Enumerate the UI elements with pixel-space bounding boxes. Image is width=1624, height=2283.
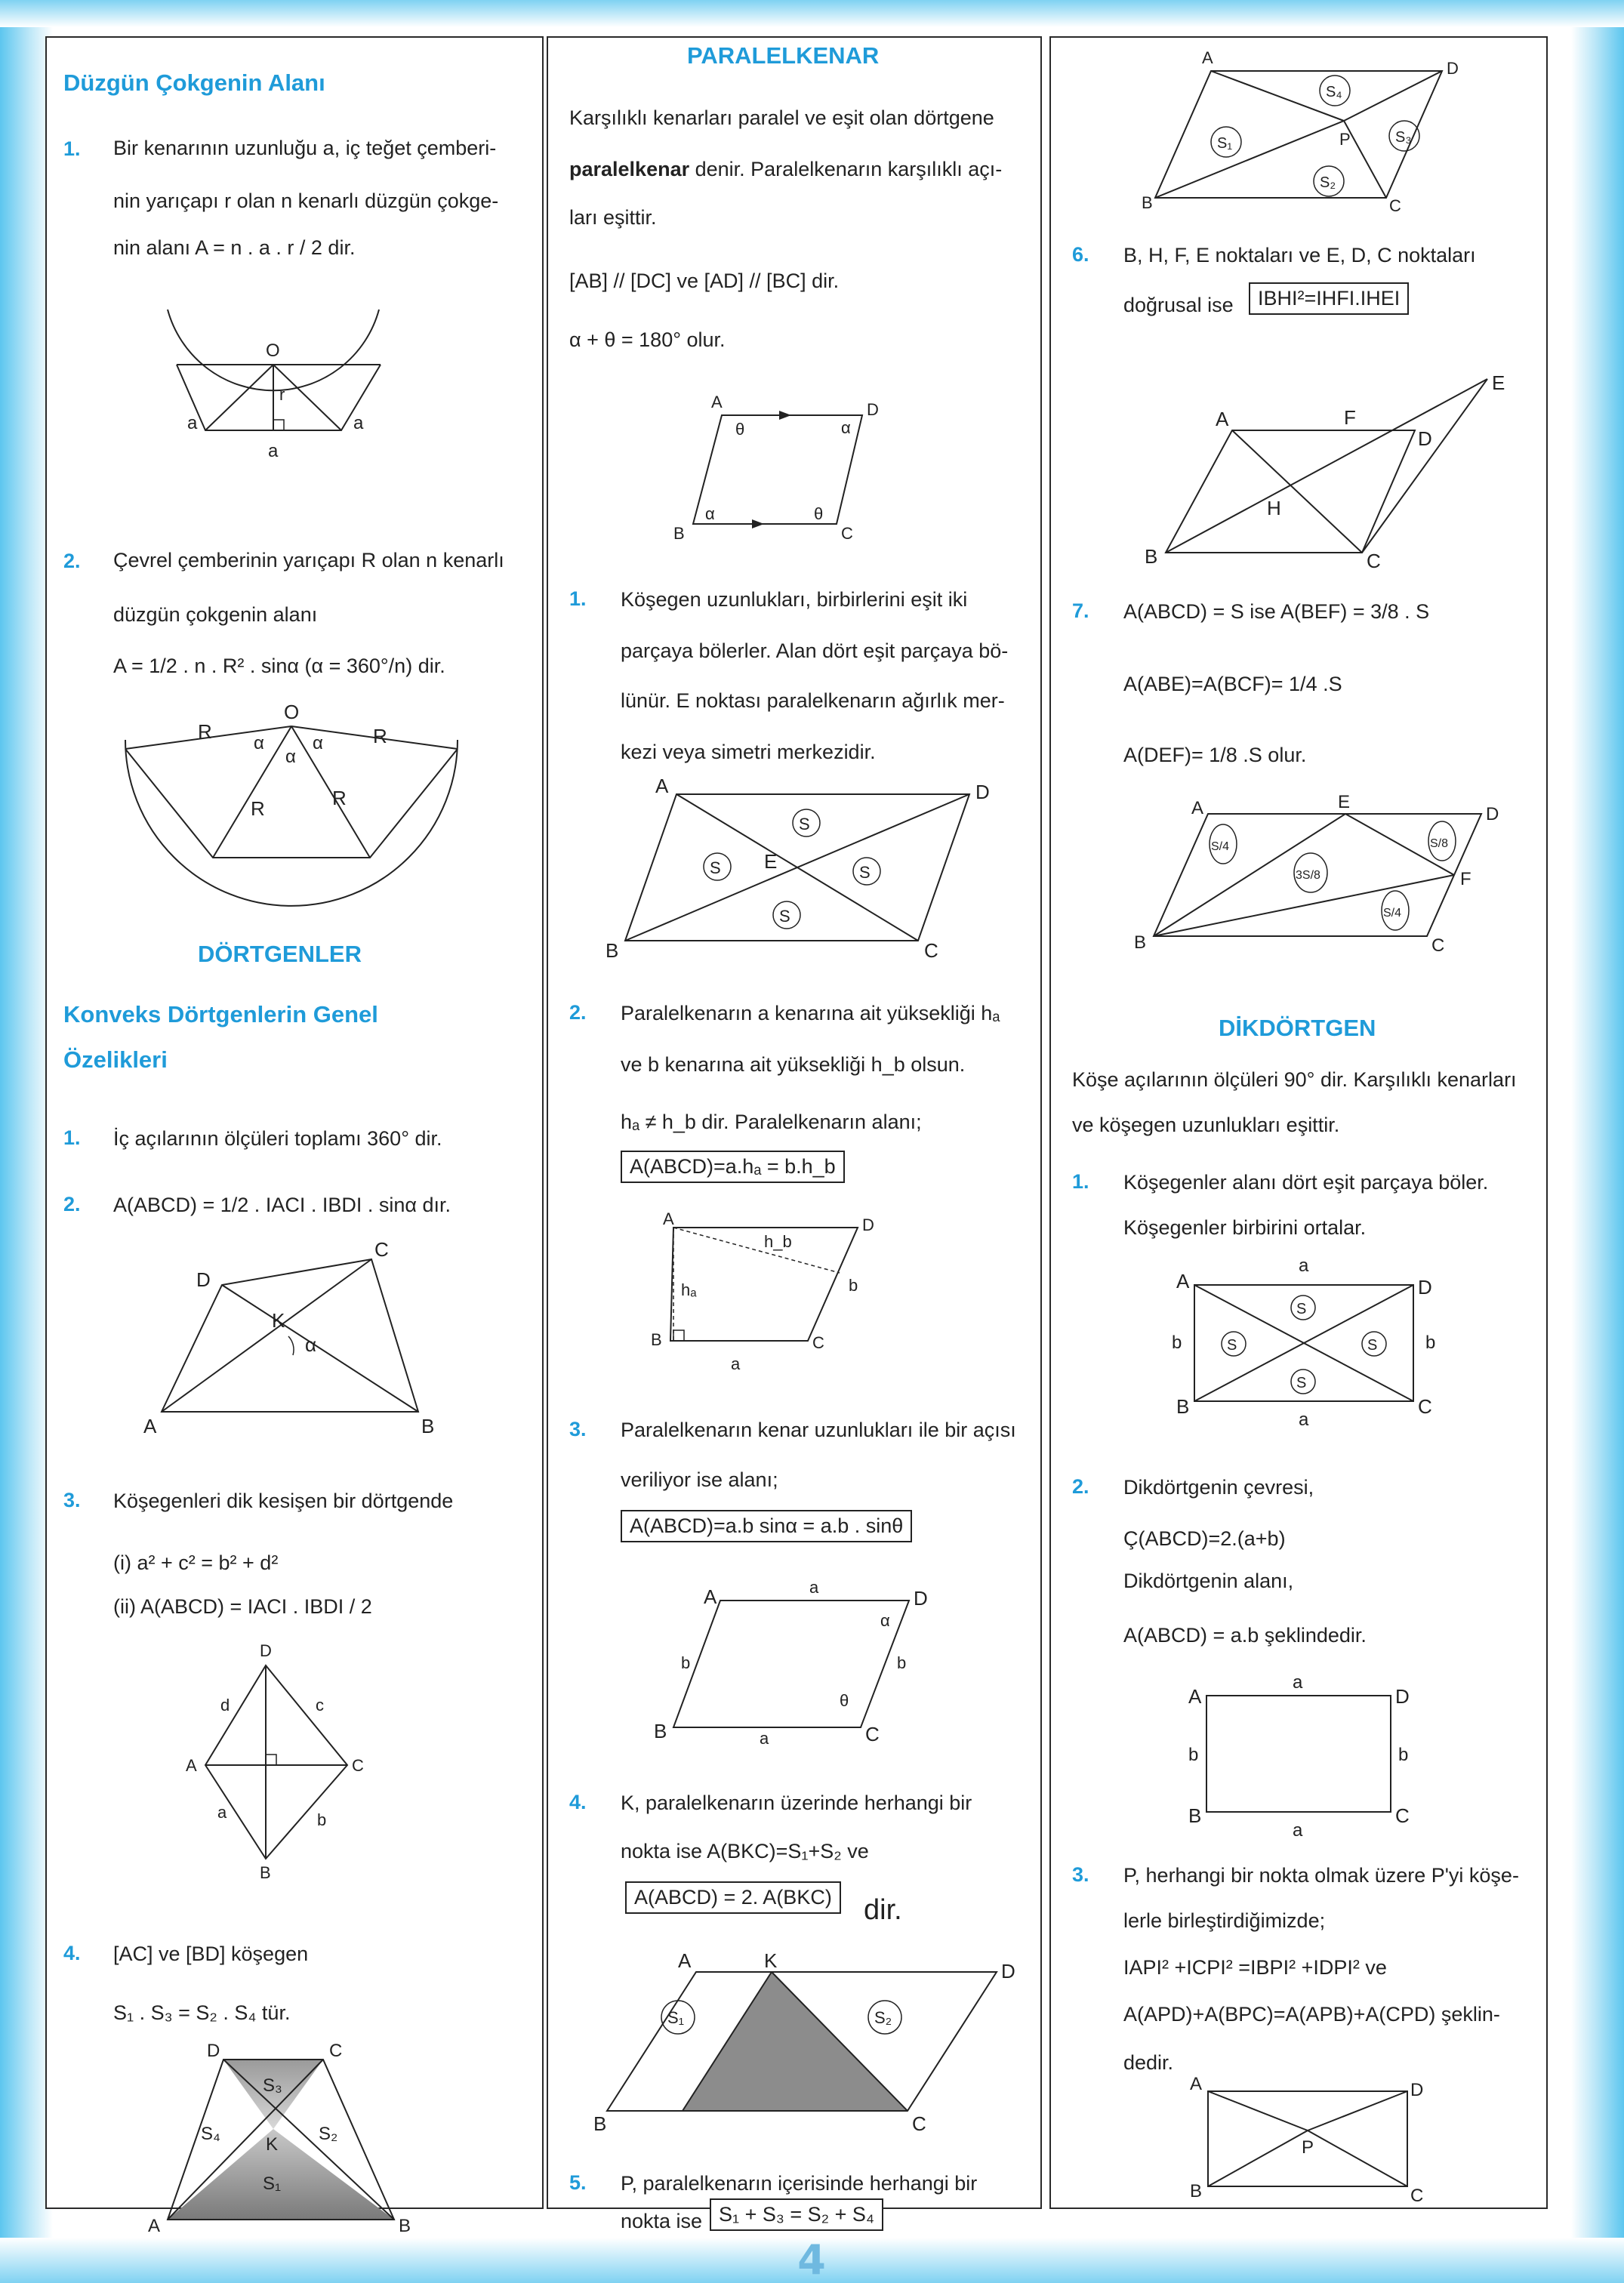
text-line: Dikdörtgenin çevresi, xyxy=(1123,1476,1314,1499)
label-S: S xyxy=(859,863,871,882)
label-D: D xyxy=(914,1587,928,1610)
text-line: parçaya bölerler. Alan dört eşit parçaya bö- xyxy=(621,639,1009,662)
label-F: F xyxy=(1344,406,1356,429)
label-S4: S₄ xyxy=(1326,84,1342,100)
page-number: 4 xyxy=(797,2236,826,2283)
text-line: Köşe açılarının ölçüleri 90° dir. Karşılıklı kenarları xyxy=(1072,1068,1517,1091)
label-D: D xyxy=(1410,2080,1424,2100)
label-P: P xyxy=(1302,2137,1314,2158)
text-line: B, H, F, E noktaları ve E, D, C noktaları xyxy=(1123,244,1476,267)
label-O: O xyxy=(284,701,300,723)
text-line: [AC] ve [BD] köşegen xyxy=(113,1943,309,1965)
label-B: B xyxy=(593,2112,607,2135)
subsection-title: Konveks Dörtgenlerin Genel xyxy=(63,1001,378,1028)
label-a-left: a xyxy=(187,413,198,433)
label-a: a xyxy=(760,1729,769,1748)
label-S2: S₂ xyxy=(1320,174,1336,191)
text-line: ve b kenarına ait yüksekliği h_b olsun. xyxy=(621,1053,966,1076)
label-S: S xyxy=(1227,1337,1237,1354)
label-R: R xyxy=(373,725,387,747)
label-r: r xyxy=(279,385,285,404)
label-a: a xyxy=(1299,1255,1309,1276)
label-P: P xyxy=(1339,130,1351,149)
label-B: B xyxy=(399,2216,411,2236)
figure-parallelogram-point-p xyxy=(1142,45,1496,226)
label-B: B xyxy=(654,1720,667,1742)
label-b: b xyxy=(1398,1745,1409,1765)
label-A: A xyxy=(1191,798,1204,818)
label-A: A xyxy=(663,1209,674,1228)
figure-parallelogram-areas xyxy=(1126,785,1519,966)
label-S4: S/4 xyxy=(1211,840,1230,853)
item-number: 3. xyxy=(63,1489,81,1511)
label-a-bottom: a xyxy=(268,441,279,461)
label-hb: h_b xyxy=(764,1232,792,1251)
top-border xyxy=(0,0,1624,27)
text-line: α + θ = 180° olur. xyxy=(569,328,726,351)
label-B: B xyxy=(673,524,685,543)
label-alpha: α xyxy=(285,747,296,767)
label-A: A xyxy=(148,2216,161,2236)
label-a: a xyxy=(809,1578,819,1597)
item-number: 2. xyxy=(569,1001,587,1024)
label-alpha: α xyxy=(880,1611,890,1630)
text-line: Köşegen uzunlukları, birbirlerini eşit iki xyxy=(621,588,968,611)
label-d: d xyxy=(220,1696,230,1715)
text-line: Dikdörtgenin alanı, xyxy=(1123,1570,1294,1592)
text-line: dedir. xyxy=(1123,2051,1174,2074)
text-line: P, paralelkenarın içerisinde herhangi bir xyxy=(621,2172,978,2195)
figure-rectangle xyxy=(1172,1661,1459,1842)
label-alpha: α xyxy=(305,1333,317,1356)
text-line: veriliyor ise alanı; xyxy=(621,1468,778,1491)
label-E: E xyxy=(1492,371,1505,394)
label-S3: S₃ xyxy=(1395,129,1412,146)
label-b: b xyxy=(849,1276,858,1295)
item-number: 2. xyxy=(63,550,81,572)
label-C: C xyxy=(1395,1804,1410,1827)
label-b: b xyxy=(1172,1333,1182,1353)
figure-incircle-polygon xyxy=(122,287,470,498)
label-B: B xyxy=(1190,2181,1203,2201)
label-C: C xyxy=(841,524,853,543)
label-E: E xyxy=(1338,792,1351,812)
formula-box: S₁ + S₃ = S₂ + S₄ xyxy=(710,2198,883,2231)
text-line: ve köşegen uzunlukları eşittir. xyxy=(1072,1114,1340,1136)
label-c: c xyxy=(316,1696,324,1715)
label-S1: S₁ xyxy=(263,2174,282,2194)
label-C: C xyxy=(865,1723,880,1745)
formula-line: A(DEF)= 1/8 .S olur. xyxy=(1123,744,1307,766)
label-D: D xyxy=(867,400,879,419)
label-B: B xyxy=(1145,545,1158,568)
label-alpha: α xyxy=(254,733,264,753)
bold-term: paralelkenar xyxy=(569,158,690,180)
label-D: D xyxy=(975,781,990,803)
label-C: C xyxy=(1389,196,1401,215)
text-line: [AB] // [DC] ve [AD] // [BC] dir. xyxy=(569,270,840,292)
figure-trapezoid-diagonals xyxy=(137,2038,455,2235)
column-3 xyxy=(1049,36,1548,2209)
label-a: a xyxy=(1293,1672,1303,1693)
label-A: A xyxy=(1190,2074,1203,2094)
formula-box: IBHI²=IHFI.IHEI xyxy=(1249,282,1409,315)
section-title-rectangle: DİKDÖRTGEN xyxy=(1219,1015,1376,1041)
label-E: E xyxy=(764,850,778,873)
label-b: b xyxy=(1188,1745,1199,1765)
figure-parallelogram-sides xyxy=(646,1563,948,1752)
label-S4: S/4 xyxy=(1383,907,1402,920)
label-A: A xyxy=(1202,48,1213,67)
label-D: D xyxy=(207,2041,220,2061)
label-C: C xyxy=(329,2041,343,2061)
formula-box: A(ABCD)=a.b sinα = a.b . sinθ xyxy=(621,1510,912,1542)
label-B: B xyxy=(651,1330,662,1349)
figure-general-quadrilateral xyxy=(107,1238,500,1442)
text-line: Köşegenleri dik kesişen bir dörtgende xyxy=(113,1490,454,1512)
label-D: D xyxy=(1001,1960,1015,1983)
label-S: S xyxy=(710,858,721,877)
section-title-parallelogram: PARALELKENAR xyxy=(687,42,880,69)
label-R: R xyxy=(332,787,347,809)
figure-parallelogram-heights xyxy=(621,1200,968,1382)
label-K: K xyxy=(272,1309,285,1332)
item-number: 1. xyxy=(63,137,81,160)
label-theta: θ xyxy=(814,504,824,523)
text-line: kezi veya simetri merkezidir. xyxy=(621,741,876,763)
label-C: C xyxy=(352,1756,364,1775)
label-a-right: a xyxy=(353,413,364,433)
label-A: A xyxy=(1176,1270,1190,1292)
text-line: Ç(ABCD)=2.(a+b) xyxy=(1123,1527,1286,1550)
label-A: A xyxy=(678,1949,692,1972)
text-rest: denir. Paralelkenarın karşılıklı açı- xyxy=(689,158,1003,180)
formula-box: A(ABCD) = 2. A(BKC) xyxy=(625,1881,841,1914)
label-a: a xyxy=(1293,1820,1303,1841)
text-line xyxy=(569,157,1002,181)
label-D: D xyxy=(1486,804,1499,824)
formula-line: A = 1/2 . n . R² . sinα (α = 360°/n) dir. xyxy=(113,655,445,677)
label-C: C xyxy=(912,2112,926,2135)
text-line: lünür. E noktası paralelkenarın ağırlık mer- xyxy=(621,689,1005,712)
formula-line: IAPI² +ICPI² =IBPI² +IDPI² ve xyxy=(1123,1956,1387,1979)
label-alpha: α xyxy=(313,733,323,753)
label-theta: θ xyxy=(735,420,745,439)
label-R: R xyxy=(198,720,212,743)
label-B: B xyxy=(421,1415,435,1437)
label-D: D xyxy=(1447,59,1459,78)
label-C: C xyxy=(1367,550,1381,572)
label-A: A xyxy=(1216,408,1229,430)
figure-parallelogram-triangle xyxy=(593,1933,1016,2137)
item-number: 1. xyxy=(63,1126,81,1149)
item-number: 3. xyxy=(1072,1863,1089,1886)
label-D: D xyxy=(1418,427,1432,450)
text-line: Bir kenarının uzunluğu a, iç teğet çemberi- xyxy=(113,137,497,159)
label-a: a xyxy=(217,1803,227,1822)
formula-line: S₁ . S₃ = S₂ . S₄ tür. xyxy=(113,2001,291,2024)
text-line: doğrusal ise xyxy=(1123,294,1234,316)
section-title-regular-polygon: Düzgün Çokgenin Alanı xyxy=(63,69,325,96)
figure-parallelogram-angles xyxy=(639,358,911,554)
label-a: a xyxy=(731,1354,741,1373)
figure-rectangle-diagonals xyxy=(1149,1246,1466,1442)
label-S: S xyxy=(799,815,810,833)
label-D: D xyxy=(1395,1685,1410,1708)
item-number: 2. xyxy=(1072,1475,1089,1498)
text-dir: dir. xyxy=(864,1894,902,1926)
label-O: O xyxy=(266,340,280,361)
label-B: B xyxy=(260,1863,271,1882)
label-B: B xyxy=(1188,1804,1202,1827)
label-S: S xyxy=(1296,1375,1307,1391)
text-line: hₐ ≠ h_b dir. Paralelkenarın alanı; xyxy=(621,1111,922,1133)
label-K: K xyxy=(764,1949,778,1972)
figure-parallelogram-diagonals xyxy=(593,766,1016,969)
label-alpha: α xyxy=(705,504,715,523)
text-line: K, paralelkenarın üzerinde herhangi bir xyxy=(621,1792,972,1814)
label-D: D xyxy=(260,1641,272,1660)
figure-rectangle-point-p xyxy=(1179,2069,1451,2204)
formula-line: A(ABCD) = 1/2 . IACI . IBDI . sinα dır. xyxy=(113,1194,451,1216)
label-theta: θ xyxy=(840,1691,849,1710)
label-K: K xyxy=(266,2134,279,2155)
label-R: R xyxy=(251,797,265,820)
label-C: C xyxy=(812,1333,824,1352)
text-line: lerle birleştirdiğimizde; xyxy=(1123,1909,1326,1932)
label-S2: S₂ xyxy=(874,2008,892,2027)
label-S3: S₃ xyxy=(263,2075,282,2096)
column-2 xyxy=(547,36,1042,2232)
label-C: C xyxy=(924,939,938,962)
formula-line: A(ABE)=A(BCF)= 1/4 .S xyxy=(1123,673,1342,695)
text-line: Paralelkenarın a kenarına ait yüksekliği hₐ xyxy=(621,1002,1000,1024)
figure-circumcircle-polygon xyxy=(100,695,492,891)
text-line: A(ABCD) = a.b şeklindedir. xyxy=(1123,1624,1367,1647)
label-S4: S₄ xyxy=(201,2124,220,2144)
label-H: H xyxy=(1267,497,1281,519)
column-1 xyxy=(45,36,544,2236)
item-number: 5. xyxy=(569,2171,587,2194)
label-A: A xyxy=(1188,1685,1202,1708)
formula-line: A(APD)+A(BPC)=A(APB)+A(CPD) şeklin- xyxy=(1123,2003,1500,2026)
label-D: D xyxy=(862,1215,874,1234)
label-3S8: 3S/8 xyxy=(1296,869,1320,882)
label-A: A xyxy=(711,393,723,411)
label-A: A xyxy=(704,1585,717,1608)
label-A: A xyxy=(655,775,669,797)
formula-line: nin alanı A = n . a . r / 2 dir. xyxy=(113,236,356,259)
text-line: ları eşittir. xyxy=(569,206,657,229)
text-line: İç açılarının ölçüleri toplamı 360° dir. xyxy=(113,1127,442,1150)
label-b: b xyxy=(317,1810,327,1829)
section-title-quadrilaterals: DÖRTGENLER xyxy=(198,941,362,967)
label-S1: S₁ xyxy=(667,2008,685,2027)
label-B: B xyxy=(1176,1395,1190,1418)
label-B: B xyxy=(1134,932,1147,953)
item-number: 1. xyxy=(569,587,587,610)
label-S1: S₁ xyxy=(1217,135,1233,152)
label-D: D xyxy=(196,1268,211,1291)
label-A: A xyxy=(186,1756,197,1775)
label-b: b xyxy=(681,1653,691,1672)
item-number: 6. xyxy=(1072,243,1089,266)
text-line: Karşılıklı kenarları paralel ve eşit olan dörtgene xyxy=(569,106,994,129)
text-line: Köşegenler alanı dört eşit parçaya böler. xyxy=(1123,1171,1489,1194)
formula-line: (ii) A(ABCD) = IACI . IBDI / 2 xyxy=(113,1595,372,1618)
text-line: nokta ise xyxy=(621,2210,703,2232)
label-a: a xyxy=(1299,1410,1309,1430)
item-number: 7. xyxy=(1072,599,1089,622)
label-S: S xyxy=(779,907,790,926)
label-S8: S/8 xyxy=(1430,837,1449,850)
text-line: düzgün çokgenin alanı xyxy=(113,603,318,626)
label-C: C xyxy=(374,1238,389,1261)
label-B: B xyxy=(1142,193,1153,212)
label-C: C xyxy=(1410,2186,1424,2206)
item-number: 4. xyxy=(63,1942,81,1964)
label-C: C xyxy=(1418,1395,1432,1418)
text-line: P, herhangi bir nokta olmak üzere P'yi köşe- xyxy=(1123,1864,1519,1887)
item-number: 1. xyxy=(1072,1170,1089,1193)
label-D: D xyxy=(1418,1276,1432,1299)
text-line: nin yarıçapı r olan n kenarlı düzgün çokge- xyxy=(113,189,499,212)
text-line: Paralelkenarın kenar uzunlukları ile bir açısı xyxy=(621,1419,1016,1441)
label-b: b xyxy=(1425,1333,1436,1353)
label-C: C xyxy=(1431,935,1445,956)
figure-parallelogram-extension xyxy=(1126,328,1519,577)
label-S2: S₂ xyxy=(319,2124,338,2144)
figure-perpendicular-diagonals xyxy=(183,1638,409,1887)
formula-line: (i) a² + c² = b² + d² xyxy=(113,1551,279,1574)
item-number: 4. xyxy=(569,1791,587,1813)
label-B: B xyxy=(606,939,619,962)
label-S: S xyxy=(1296,1301,1307,1317)
label-S: S xyxy=(1367,1337,1378,1354)
item-number: 3. xyxy=(569,1418,587,1440)
formula-line: A(ABCD) = S ise A(BEF) = 3/8 . S xyxy=(1123,600,1430,623)
item-number: 2. xyxy=(63,1193,81,1215)
text-line: nokta ise A(BKC)=S₁+S₂ ve xyxy=(621,1840,869,1862)
text-line: Köşegenler birbirini ortalar. xyxy=(1123,1216,1367,1239)
label-b: b xyxy=(897,1653,907,1672)
label-A: A xyxy=(143,1415,157,1437)
text-line: Çevrel çemberinin yarıçapı R olan n kenarlı xyxy=(113,549,504,572)
label-alpha: α xyxy=(841,418,851,437)
formula-box: A(ABCD)=a.hₐ = b.h_b xyxy=(621,1151,845,1183)
label-F: F xyxy=(1460,869,1471,889)
label-ha: hₐ xyxy=(681,1280,697,1299)
subsection-title: Özelikleri xyxy=(63,1046,168,1073)
